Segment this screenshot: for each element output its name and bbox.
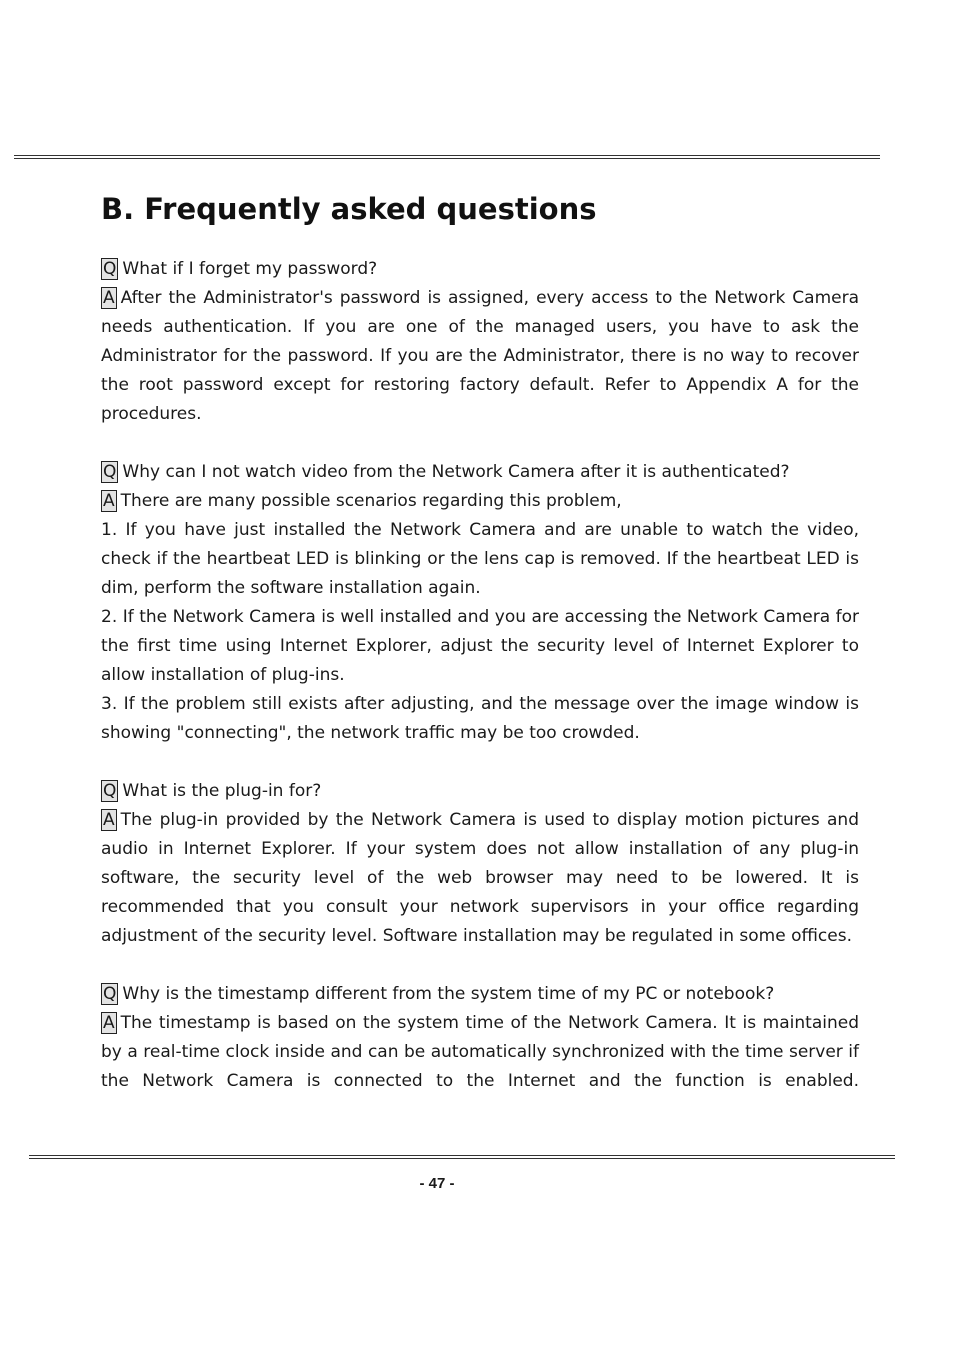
question-tag: Q	[103, 781, 117, 801]
answer-text: The plug-in provided by the Network Camera is used to display motion pictures and audio in Internet Explorer. If your system does not allow installation of any plug-in software, the security level of the web browser may need to be lowered. It is recommended that you consult your network supervisors in your office regarding adjustment of the security level. Software installation may be regulated in some offices.	[101, 810, 859, 946]
faq-question	[101, 980, 859, 1009]
question-text: Why can I not watch video from the Network Camera after it is authenticated?	[122, 462, 790, 482]
faq-answer	[101, 1009, 859, 1096]
footer-rule	[29, 1155, 895, 1159]
answer-tag: A	[103, 810, 115, 830]
answer-point: 3. If the problem still exists after adjusting, and the message over the image window is showing "connecting", the network traffic may be too crowded.	[101, 694, 859, 743]
answer-point: 2. If the Network Camera is well installed and you are accessing the Network Camera for the first time using Internet Explorer, adjust the security level of Internet Explorer to allow installation of plug-ins.	[101, 607, 859, 685]
answer-text: After the Administrator's password is assigned, every access to the Network Camera needs authentication. If you are one of the managed users, you have to ask the Administrator for the password. If you are the Administrator, there is no way to recover the root password except for restoring factory default. Refer to Appendix A for the procedures.	[101, 288, 859, 424]
question-text: What if I forget my password?	[122, 259, 378, 279]
faq-answer	[101, 806, 859, 951]
answer-text: There are many possible scenarios regarding this problem,	[120, 491, 622, 511]
faq-question	[101, 777, 859, 806]
answer-tag: A	[103, 288, 115, 308]
faq-question	[101, 458, 859, 487]
answer-tag: A	[103, 1013, 115, 1033]
faq-answer	[101, 284, 859, 429]
question-tag: Q	[103, 462, 117, 482]
faq-question	[101, 255, 859, 284]
answer-tag: A	[103, 491, 115, 511]
question-text: Why is the timestamp different from the system time of my PC or notebook?	[122, 984, 775, 1004]
faq-content	[101, 255, 859, 1096]
header-rule	[14, 155, 880, 159]
answer-text: The timestamp is based on the system time of the Network Camera. It is maintained by a real-time clock inside and can be automatically synchronized with the time server if the Network Camera is connected to the Internet and the function is enabled.	[101, 1013, 859, 1091]
question-tag: Q	[103, 259, 117, 279]
answer-point: 1. If you have just installed the Network Camera and are unable to watch the video, check if the heartbeat LED is blinking or the lens cap is removed. If the heartbeat LED is dim, perform the software installation again.	[101, 520, 859, 598]
page-title: B. Frequently asked questions	[101, 192, 597, 226]
question-tag: Q	[103, 984, 117, 1004]
page-number: - 47 -	[419, 1175, 455, 1192]
faq-answer	[101, 487, 859, 516]
question-text: What is the plug-in for?	[122, 781, 322, 801]
